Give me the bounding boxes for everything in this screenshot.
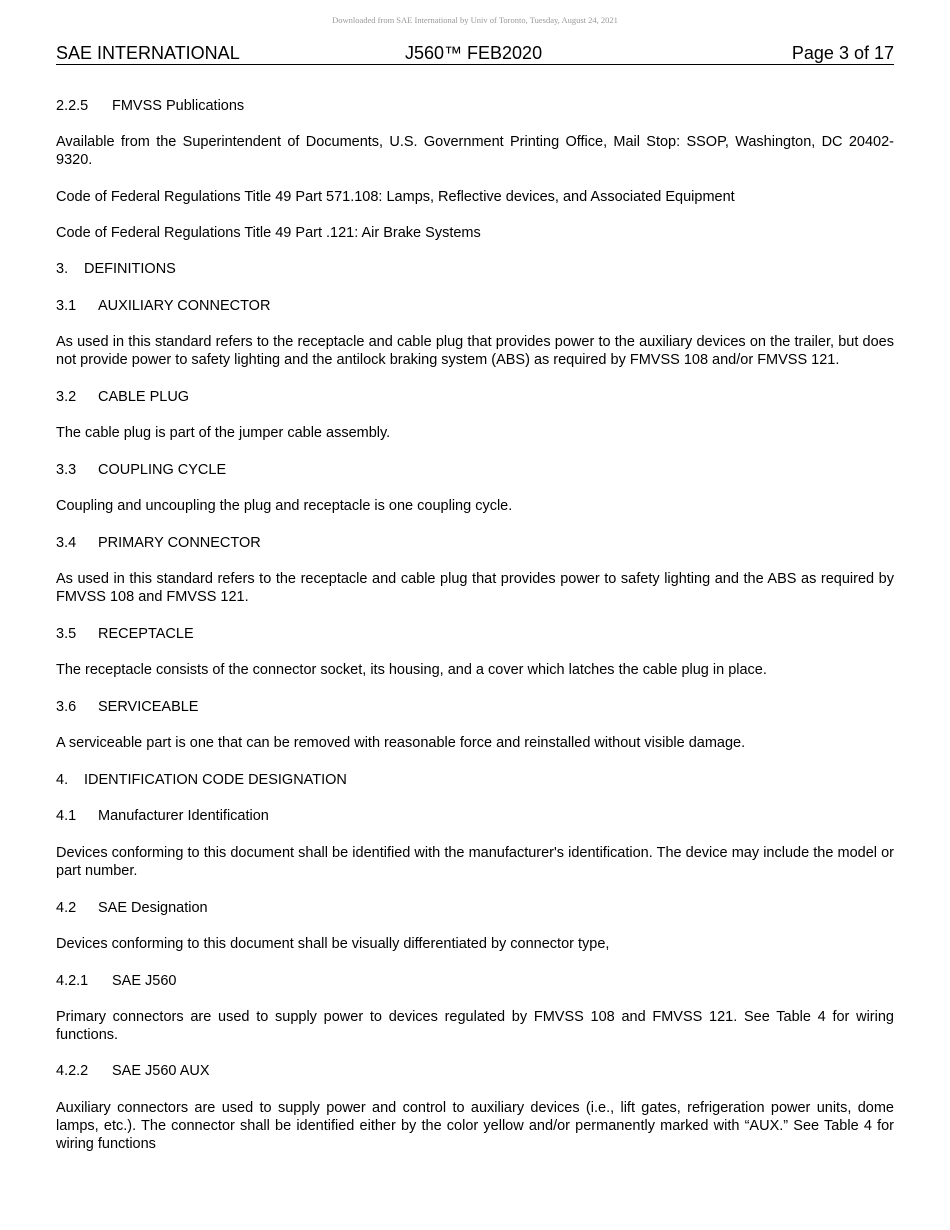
- section-title: CABLE PLUG: [98, 389, 190, 405]
- section-number: 4.2.1: [56, 973, 89, 989]
- section-number: 2.2.5: [56, 98, 89, 114]
- section-heading-4-2-1: [56, 972, 894, 990]
- download-watermark: Downloaded from SAE International by Univ of Toronto, Tuesday, August 24, 2021: [332, 15, 618, 25]
- paragraph: The receptacle consists of the connector socket, its housing, and a cover which latches the cable plug in place.: [56, 662, 767, 678]
- section-number: 4.2.2: [56, 1063, 89, 1079]
- section-heading-3-2: [56, 388, 894, 406]
- section-heading-4: [56, 771, 894, 789]
- paragraph: The cable plug is part of the jumper cable assembly.: [56, 425, 391, 441]
- paragraph: Devices conforming to this document shall be visually differentiated by connector type,: [56, 936, 610, 952]
- section-heading-3-6: [56, 698, 894, 716]
- section-heading-3-4: [56, 534, 894, 552]
- paragraph: Devices conforming to this document shall be identified with the manufacturer's identification. The device may include the model or part number.: [56, 845, 894, 879]
- section-title: SAE Designation: [98, 900, 208, 916]
- section-number: 3.4: [56, 535, 77, 551]
- header-page-number: Page 3 of 17: [791, 43, 894, 63]
- paragraph: Auxiliary connectors are used to supply power and control to auxiliary devices (i.e., lift gates, refrigeration power units, dome lamps, etc.). The connector shall be identified either by the color yellow and/or permanently marked with “AUX.” See Table 4 for wiring functions: [56, 1100, 894, 1152]
- section-title: COUPLING CYCLE: [98, 462, 227, 478]
- page-header: [56, 43, 894, 65]
- section-heading-3-1: [56, 297, 894, 315]
- paragraph: Coupling and uncoupling the plug and receptacle is one coupling cycle.: [56, 498, 513, 514]
- section-heading-3-3: [56, 461, 894, 479]
- section-title: Manufacturer Identification: [98, 808, 269, 824]
- header-organization: SAE INTERNATIONAL: [56, 43, 240, 63]
- paragraph: Available from the Superintendent of Documents, U.S. Government Printing Office, Mail Stop: SSOP, Washington, DC 20402-9320.: [56, 134, 894, 168]
- section-heading-3-5: [56, 625, 894, 643]
- section-title: SAE J560: [112, 973, 177, 989]
- header-document-id: J560™ FEB2020: [405, 43, 543, 63]
- section-heading-2-2-5: [56, 97, 894, 115]
- section-number: 3.5: [56, 626, 77, 642]
- section-title: IDENTIFICATION CODE DESIGNATION: [84, 772, 347, 788]
- section-heading-4-2-2: [56, 1062, 894, 1080]
- section-title: SAE J560 AUX: [112, 1063, 210, 1079]
- section-number: 3.3: [56, 462, 77, 478]
- section-number: 4.2: [56, 900, 77, 916]
- paragraph: A serviceable part is one that can be removed with reasonable force and reinstalled without visible damage.: [56, 735, 746, 751]
- section-heading-4-1: [56, 807, 894, 825]
- section-number: 3.: [56, 261, 69, 277]
- section-heading-3: [56, 260, 894, 278]
- paragraph: As used in this standard refers to the receptacle and cable plug that provides power to safety lighting and the ABS as required by FMVSS 108 and FMVSS 121.: [56, 571, 894, 605]
- section-title: DEFINITIONS: [84, 261, 176, 277]
- section-number: 4.: [56, 772, 69, 788]
- section-number: 3.6: [56, 699, 77, 715]
- section-title: RECEPTACLE: [98, 626, 194, 642]
- document-body: [56, 97, 894, 1153]
- section-title: AUXILIARY CONNECTOR: [98, 298, 271, 314]
- paragraph: Primary connectors are used to supply power to devices regulated by FMVSS 108 and FMVSS 121. See Table 4 for wiring functions.: [56, 1009, 894, 1043]
- paragraph: Code of Federal Regulations Title 49 Part 571.108: Lamps, Reflective devices, and Associated Equipment: [56, 189, 735, 205]
- section-title: PRIMARY CONNECTOR: [98, 535, 261, 551]
- section-number: 3.1: [56, 298, 77, 314]
- section-title: FMVSS Publications: [112, 98, 245, 114]
- section-title: SERVICEABLE: [98, 699, 199, 715]
- section-number: 4.1: [56, 808, 77, 824]
- paragraph: As used in this standard refers to the receptacle and cable plug that provides power to the auxiliary devices on the trailer, but does not provide power to safety lighting and the antilock braking system (ABS) as required by FMVSS 108 and/or FMVSS 121.: [56, 334, 894, 368]
- section-number: 3.2: [56, 389, 77, 405]
- paragraph: Code of Federal Regulations Title 49 Part .121: Air Brake Systems: [56, 225, 481, 241]
- section-heading-4-2: [56, 899, 894, 917]
